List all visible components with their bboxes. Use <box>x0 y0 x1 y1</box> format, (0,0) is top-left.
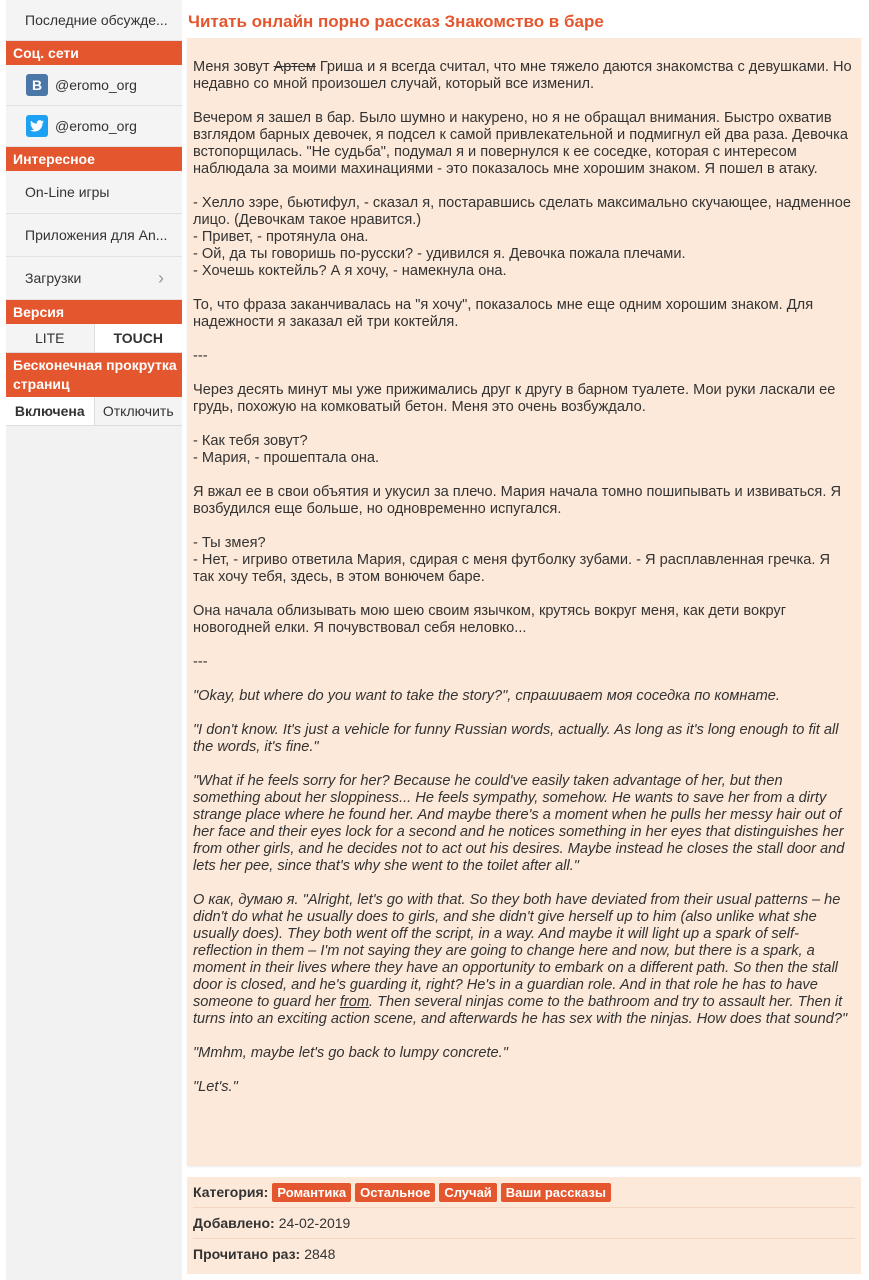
story-quote: "What if he feels sorry for her? Because he could've easily taken advantage of her, but then something about her sloppiness... He feels sympathy, somehow. He wants to save her from a dirty strange place where he found her. And maybe there's a moment when he pulls her messy hair out of her face and their eyes lock for a second and he notices something in her eyes that distinguishes her from other girls, and he decides not to act out his desires. Maybe instead he closes the stall door and lets her pee, since that's why she went to the toilet after all." <box>193 773 845 874</box>
story-quote: "Mmhm, maybe let's go back to lumpy concrete." <box>193 1045 508 1061</box>
category-tag[interactable]: Остальное <box>355 1183 435 1202</box>
category-tag[interactable]: Случай <box>439 1183 496 1202</box>
version-lite-button[interactable]: LITE <box>6 324 95 352</box>
scroll-enabled-button[interactable]: Включена <box>6 397 95 425</box>
reads-label: Прочитано раз: <box>193 1246 301 1262</box>
chevron-right-icon: › <box>158 268 164 288</box>
story-quote: "Okay, but where do you want to take the story?", спрашивает моя соседка по комнате. <box>193 688 780 704</box>
vk-icon: B <box>26 74 48 96</box>
category-label: Категория: <box>193 1184 269 1200</box>
story-dialogue: - Как тебя зовут? - Мария, - прошептала она. <box>193 433 380 466</box>
story-paragraph: Я вжал ее в свои объятия и укусил за плечо. Мария начала томно пошипывать и извиваться. Я возбудился еще больше, но одновременно испугался. <box>193 484 841 517</box>
scroll-disable-button[interactable]: Отключить <box>95 397 183 425</box>
story-dialogue: - Хелло зэре, бьютифул, - сказал я, постаравшись сделать максимально скучающее, надменное лицо. (Девочкам такое нравится.) - Привет, - протянула она. - Ой, да ты говоришь по-русски? - удивился я. Девочка пожала плечами. - Хочешь коктейль? А я хочу, - намекнула она. <box>193 195 851 279</box>
story-quote: "Let's." <box>193 1079 238 1095</box>
story-quote: О как, думаю я. "Alright, let's go with that. So they both have deviated from their usual patterns – he didn't do what he usually does to girls, and she didn't give herself up to him (also unlike what she usually does). They both went off the script, in a way. And maybe it will light up a spark of self-reflection in them – I'm not saying they are going to change here and now, but there is a spark, a moment in their lives where they have an opportunity to embark on a different path. So then the stall door is closed, and he's guarding it, right? He's in a guardian role. And in that role he has to have someone to guard her from. Then several ninjas come to the bathroom and try to assault her. Then it turns into an exciting action scene, and afterwards he has sex with the ninjas. How does that sound?" <box>193 892 848 1027</box>
added-date: 24-02-2019 <box>278 1215 351 1231</box>
separator: --- <box>193 348 208 364</box>
interesting-header: Интересное <box>6 147 182 171</box>
story-quote: "I don't know. It's just a vehicle for funny Russian words, actually. As long as it's long enough to fit all the words, it's fine." <box>193 722 839 755</box>
story-paragraph: Вечером я зашел в бар. Было шумно и накурено, но я не обращал внимания. Быстро охватив взглядом барных девочек, я подсел к самой привлекательной и подмигнул ей два раза. Девочка встопорщилась. "Не судьба", подумал я и повернулся к ее соседке, которая с интересом наблюдала за моими махинациями - это показалось мне хорошим знаком. Я пошел в атаку. <box>193 110 848 177</box>
twitter-icon <box>26 115 48 137</box>
added-row <box>193 1208 855 1239</box>
sidebar <box>6 0 182 1280</box>
social-header: Соц. сети <box>6 41 182 65</box>
sidebar-item-downloads[interactable] <box>6 257 182 300</box>
story-paragraph: Через десять минут мы уже прижимались друг к другу в барном туалете. Мои руки ласкали ее грудь, похожую на комковатый бетон. Меня это очень возбуждало. <box>193 382 836 415</box>
story-meta <box>187 1177 861 1274</box>
infinite-scroll-header: Бесконечная прокрутка страниц <box>6 353 182 397</box>
version-header: Версия <box>6 300 182 324</box>
version-touch-button[interactable]: TOUCH <box>95 324 183 352</box>
downloads-label: Загрузки <box>25 270 82 286</box>
story-dialogue: - Ты змея? - Нет, - игриво ответила Мария, сдирая с меня футболку зубами. - Я расплавленная гречка. Я так хочу тебя, здесь, в этом вонючем баре. <box>193 535 831 585</box>
sidebar-item-online-games[interactable]: On-Line игры <box>6 171 182 214</box>
added-label: Добавлено: <box>193 1215 275 1231</box>
story-paragraph: Она начала облизывать мою шею своим язычком, крутясь вокруг меня, как дети вокруг новогодней елки. Я почувствовал себя неловко... <box>193 603 787 636</box>
vk-label: @eromo_org <box>55 77 137 93</box>
category-row <box>193 1177 855 1208</box>
reads-count: 2848 <box>304 1246 336 1262</box>
category-tag[interactable]: Романтика <box>272 1183 351 1202</box>
page-title: Читать онлайн порно рассказ Знакомство в баре <box>188 12 604 31</box>
version-toggle <box>6 324 182 353</box>
category-tag[interactable]: Ваши рассказы <box>501 1183 611 1202</box>
sidebar-item-recent-discussions[interactable]: Последние обсужде... <box>6 0 182 41</box>
sidebar-item-apps[interactable]: Приложения для An... <box>6 214 182 257</box>
sidebar-item-vk[interactable] <box>6 65 182 106</box>
separator: --- <box>193 654 208 670</box>
story-body <box>187 38 861 1166</box>
twitter-label: @eromo_org <box>55 118 137 134</box>
infinite-scroll-toggle <box>6 397 182 426</box>
story-paragraph: То, что фраза заканчивалась на "я хочу", показалось мне еще одним хорошим знаком. Для надежности я заказал ей три коктейля. <box>193 297 814 330</box>
sidebar-item-twitter[interactable] <box>6 106 182 147</box>
reads-row <box>193 1239 855 1269</box>
story-paragraph: Меня зовут Артем Гриша и я всегда считал, что мне тяжело даются знакомства с девушками. Но недавно со мной произошел случай, который все изменил. <box>193 59 852 92</box>
